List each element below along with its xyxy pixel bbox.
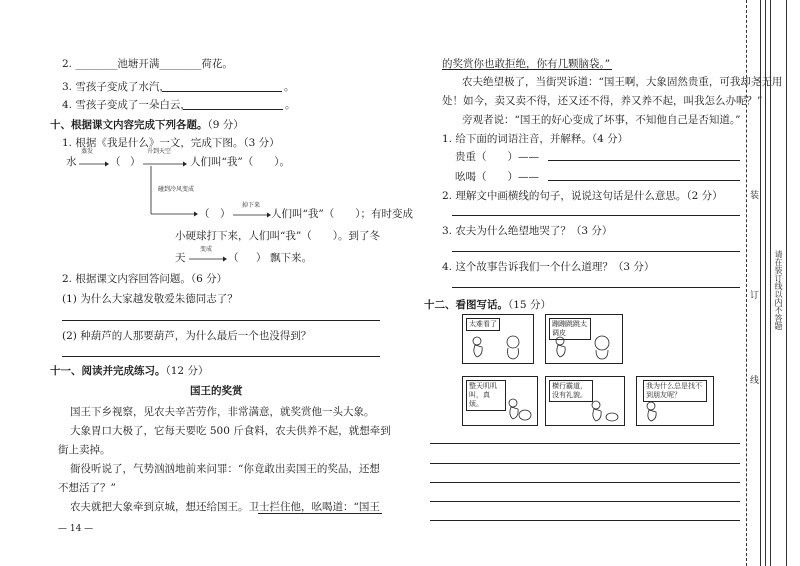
writing-line[interactable]	[430, 501, 740, 502]
story-title: 国王的奖赏	[190, 385, 243, 397]
question-11-4: 4. 这个故事告诉我们一个什么道理？（3 分）	[442, 261, 655, 273]
binding-line	[746, 0, 747, 566]
question-11-1: 1. 给下面的词语注音，并解释。（4 分）	[442, 133, 629, 145]
question-3: 3. 雪孩子变成了水汽，	[62, 81, 170, 93]
diagram-hail-line: 小硬球打下来，人们叫“我”（ ）。到了冬	[175, 230, 380, 242]
question-10-2-2: (2) 种葫芦的人那要葫芦，为什么最后一个也没得到？	[62, 330, 312, 342]
binding-label-zhuang: 装	[748, 190, 758, 199]
story-paragraph: 旁观者说：“国王的好心变成了坏事，不知他自己是否知道。”	[462, 114, 741, 126]
answer-line[interactable]	[452, 215, 740, 216]
comic-panel-5	[636, 376, 714, 426]
arrow-icon	[233, 212, 271, 218]
story-paragraph: 大象胃口大极了，它每天要吃 500 斤食料，农夫供养不起，就想牵到	[70, 425, 391, 437]
story-paragraph: 农夫绝望极了，当街哭诉道：“国王啊，大象固然贵重，可我却尧无用	[462, 76, 783, 88]
question-2: 2. ________池塘开满________荷花。	[62, 58, 233, 70]
comic-panel-1	[462, 314, 534, 364]
speech-bubble: 太难看了	[466, 318, 500, 331]
comic-panel-2	[545, 314, 623, 364]
answer-line[interactable]	[452, 287, 740, 288]
writing-line[interactable]	[430, 463, 740, 464]
rooster-and-crab-icon	[550, 399, 620, 423]
diagram-become-label: 变成	[200, 246, 213, 253]
answer-line[interactable]	[183, 109, 283, 110]
story-paragraph: 的奖赏你也敢拒绝，你有几颗脑袋。”	[442, 58, 611, 70]
section-11-title: 十一、阅读并完成练习。（12 分）	[50, 365, 209, 377]
story-paragraph: 处！如今，卖又卖不得，还又还不得，养又养不起，叫我怎么办呢？”	[442, 95, 763, 107]
diagram-winter: 天	[175, 252, 186, 264]
answer-line[interactable]	[62, 320, 380, 321]
question-10-1: 1. 根据《我是什么》一文，完成下图。（3 分）	[62, 137, 280, 149]
binding-line	[770, 0, 771, 566]
page-number: — 14 —	[58, 524, 94, 534]
question-11-3: 3. 农夫为什么绝望地哭了？（3 分）	[442, 225, 613, 237]
section-10-title: 十、根据课文内容完成下列各题。（9 分）	[50, 119, 244, 131]
diagram-cold-label: 碰到冷风变成	[158, 186, 195, 193]
diagram-call-1: 人们叫“我”（ ）。	[190, 156, 290, 168]
comic-panel-3	[462, 376, 538, 426]
writing-line[interactable]	[430, 520, 740, 521]
story-paragraph: 不想活了？”	[58, 482, 116, 494]
arrow-icon	[79, 161, 109, 167]
rooster-icon	[643, 401, 683, 423]
answer-line[interactable]	[162, 91, 282, 92]
diagram-drift: 飘下来。	[270, 252, 312, 264]
story-paragraph: 农夫就把大象牵到京城，想还给国王。卫士拦住他，吆喝道：“国王	[70, 501, 380, 513]
diagram-evaporate-label: 蒸发	[81, 148, 94, 155]
question-11-2: 2. 理解文中画横线的句子，说说这句话是什么意思。（2 分）	[442, 190, 723, 202]
writing-line[interactable]	[430, 443, 740, 444]
speech-bubble: 蹦蹦跳跳太调皮	[549, 318, 591, 340]
section-12-title: 十二、看图写话。（15 分）	[424, 299, 551, 311]
writing-line[interactable]	[430, 482, 740, 483]
underlined-sentence	[442, 69, 612, 70]
rooster-and-frog-icon	[467, 397, 533, 423]
speech-bubble: 整天叽叽叫，真烦。	[466, 380, 506, 411]
comic-panel-4	[545, 376, 625, 426]
answer-line[interactable]	[548, 180, 740, 181]
story-paragraph: 衙役听说了，气势汹汹地前来问罪：“你竟敢出卖国王的奖品，还想	[70, 463, 380, 475]
answer-line[interactable]	[548, 160, 740, 161]
underlined-sentence	[258, 513, 382, 514]
binding-label-ding: 订	[748, 290, 758, 299]
word-yaohe: 吆喝（ ）——	[455, 171, 539, 183]
arrow-icon	[189, 256, 227, 262]
rooster-and-monkey-icon	[552, 335, 618, 361]
diagram-fall-label: 掉下来	[242, 202, 261, 209]
question-4: 4. 雪孩子变成了一朵白云，	[62, 99, 191, 111]
word-guizhong: 贵重（ ）——	[455, 151, 539, 163]
rooster-and-cat-icon	[469, 333, 529, 361]
question-10-2-1: (1) 为什么大家越发敬爱朱德同志了？	[62, 293, 238, 305]
binding-note: 请在装订线以内不答题	[774, 250, 783, 330]
question-10-2: 2. 根据课文内容回答问题。（6 分）	[62, 273, 228, 285]
answer-line[interactable]	[452, 251, 740, 252]
diagram-rise-label: 升到天空	[147, 148, 172, 155]
diagram-water: 水	[66, 156, 77, 168]
binding-label-xian: 线	[748, 375, 758, 384]
binding-line	[760, 0, 761, 566]
speech-bubble: 横行霸道，没有礼貌。	[549, 380, 593, 402]
answer-line[interactable]	[62, 356, 380, 357]
binding-line	[765, 0, 766, 566]
binding-line	[786, 0, 787, 566]
story-paragraph: 国王下乡视察，见农夫辛苦劳作，非常满意，就奖赏他一头大象。	[70, 406, 375, 418]
diagram-call-2: 人们叫“我”（ ）；有时变成	[271, 208, 413, 220]
story-paragraph: 街上卖掉。	[58, 444, 111, 456]
speech-bubble: 我为什么总是找不到朋友呢？	[643, 380, 707, 402]
